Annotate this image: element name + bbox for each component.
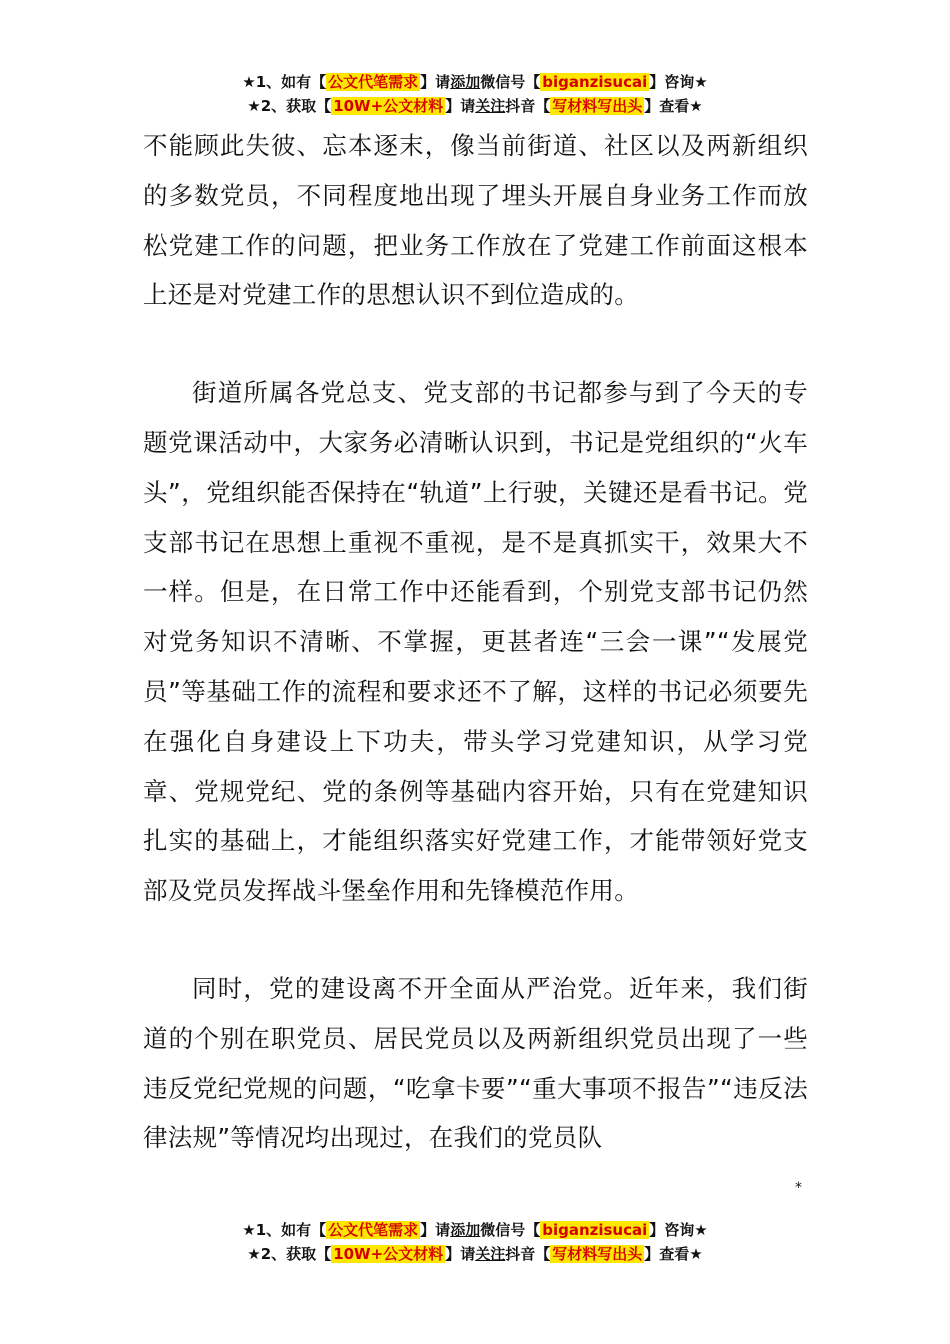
footer-line-2: ★2、获取【 10W+公文材料 】请关注抖音【 写材料写出头 】查看★: [247, 1245, 703, 1263]
highlight-douyin: 写材料写出头: [552, 1245, 643, 1263]
document-body: [143, 121, 808, 1163]
paragraph-2: 街道所属各党总支、党支部的书记都参与到了今天的专题党课活动中，大家务必清晰认识到，书记是党组织的“火车头”，党组织能否保持在“轨道”上行驶，关键还是看书记。党支部书记在思想上重视不重视，是不是真抓实干，效果大不一样。但是，在日常工作中还能看到，个别党支部书记仍然对党务知识不清晰、不掌握，更甚者连“三会一课”“发展党员”等基础工作的流程和要求还不了解，这样的书记必须要先在强化自身建设上下功夫，带头学习党建知识，从学习党章、党规党纪、党的条例等基础内容开始，只有在党建知识扎实的基础上，才能组织落实好党建工作，才能带领好党支部及党员发挥战斗堡垒作用和先锋模范作用。: [143, 378, 808, 906]
highlight-materials: 10W+公文材料: [333, 1245, 444, 1263]
footer-banner: [0, 1218, 950, 1266]
paragraph-1: 不能顾此失彼、忘本逐末，像当前街道、社区以及两新组织的多数党员，不同程度地出现了埋头开展自身业务工作而放松党建工作的问题，把业务工作放在了党建工作前面这根本上还是对党建工作的思想认识不到位造成的。: [143, 131, 808, 310]
highlight-wechat-id: biganzisucai: [542, 73, 648, 91]
continuation-mark: *: [795, 1180, 802, 1196]
highlight-service: 公文代笔需求: [328, 73, 419, 91]
highlight-service: 公文代笔需求: [328, 1221, 419, 1239]
footer-line-1: ★1、如有【 公文代笔需求 】请添加微信号【 biganzisucai 】咨询★: [242, 1221, 708, 1239]
banner-line-2: ★2、获取【 10W+公文材料 】请关注抖音【 写材料写出头 】查看★: [247, 97, 703, 115]
highlight-douyin: 写材料写出头: [552, 97, 643, 115]
banner-line-1: ★1、如有【 公文代笔需求 】请添加微信号【 biganzisucai 】咨询★: [242, 73, 708, 91]
paragraph-3: 同时，党的建设离不开全面从严治党。近年来，我们街道的个别在职党员、居民党员以及两新组织党员出现了一些违反党纪党规的问题，“吃拿卡要”“重大事项不报告”“违反法律法规”等情况均出现过，在我们的党员队: [143, 973, 808, 1153]
highlight-materials: 10W+公文材料: [333, 97, 444, 115]
highlight-wechat-id: biganzisucai: [542, 1221, 648, 1239]
header-banner: [0, 70, 950, 118]
